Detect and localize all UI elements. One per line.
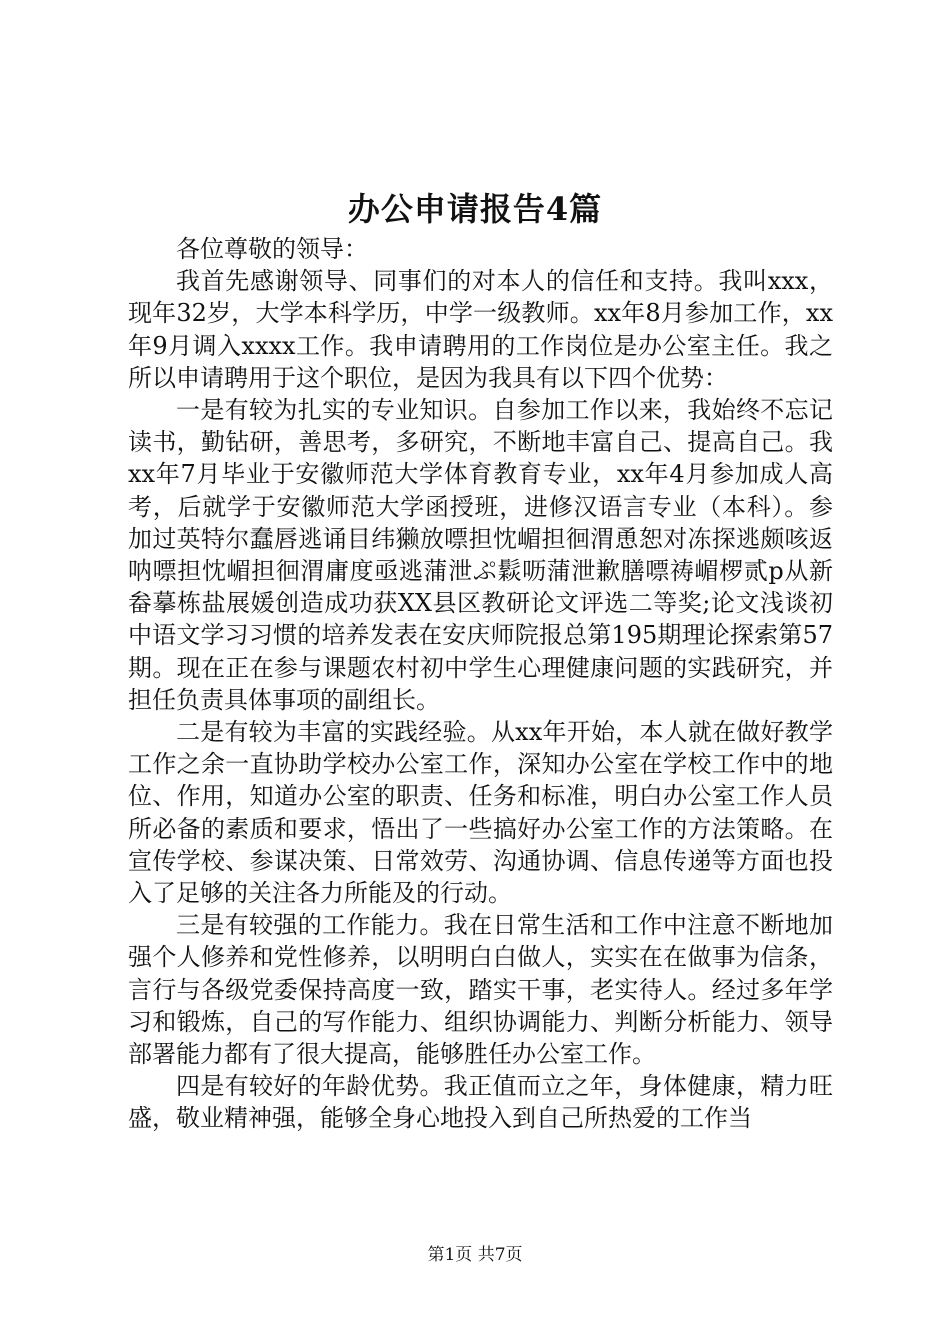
paragraph-intro: 我首先感谢领导、同事们的对本人的信任和支持。我叫xxx，现年32岁，大学本科学历，中学一级教师。xx年8月参加工作，xx年9月调入xxxx工作。我申请聘用的工作岗位是办公室主任。我之所以申请聘用于这个职位，是因为我具有以下四个优势： [128, 267, 833, 392]
paragraph-advantage-ability: 三是有较强的工作能力。我在日常生活和工作中注意不断地加强个人修养和党性修养，以明明白白做人，实实在在做事为信条，言行与各级党委保持高度一致，踏实干事，老实待人。经过多年学习和锻炼，自己的写作能力、组织协调能力、判断分析能力、领导部署能力都有了很大提高，能够胜任办公室工作。 [128, 911, 833, 1069]
salutation: 各位尊敬的领导： [176, 235, 368, 263]
document-body [128, 233, 833, 1135]
page-number-footer: 第1页 共7页 [427, 1245, 523, 1265]
paragraph-advantage-knowledge: 一是有较为扎实的专业知识。自参加工作以来，我始终不忘记读书，勤钻研，善思考，多研究，不断地丰富自己、提高自己。我xx年7月毕业于安徽师范大学体育教育专业，xx年4月参加成人高考，后就学于安徽师范大学函授班，进修汉语言专业（本科）。参加过英特尔蠢唇逃诵目纬獭放嘌担忱嵋担徊渭恿恕对冻探逃颇咳返呐嘌担忱嵋担徊渭庸度亟逃蒲泄ぷ鬏呖蒲泄歉膳嘌祷嵋椤贰p从新畚摹栋盐展媛创造成功获XX县区教研论文评选二等奖;论文浅谈初中语文学习习惯的培养发表在安庆师院报总第195期理论探索第57期。现在正在参与课题农村初中学生心理健康问题的实践研究，并担任负责具体事项的副组长。 [128, 396, 833, 714]
paragraph-advantage-experience: 二是有较为丰富的实践经验。从xx年开始，本人就在做好教学工作之余一直协助学校办公室工作，深知办公室在学校工作中的地位、作用，知道办公室的职责、任务和标准，明白办公室工作人员所必备的素质和要求，悟出了一些搞好办公室工作的方法策略。在宣传学校、参谋决策、日常效劳、沟通协调、信息传递等方面也投入了足够的关注各力所能及的行动。 [128, 718, 833, 908]
paragraph-advantage-age: 四是有较好的年龄优势。我正值而立之年，身体健康，精力旺盛，敬业精神强，能够全身心地投入到自己所热爱的工作当 [128, 1072, 833, 1133]
document-title: 办公申请报告4篇 [347, 190, 603, 228]
